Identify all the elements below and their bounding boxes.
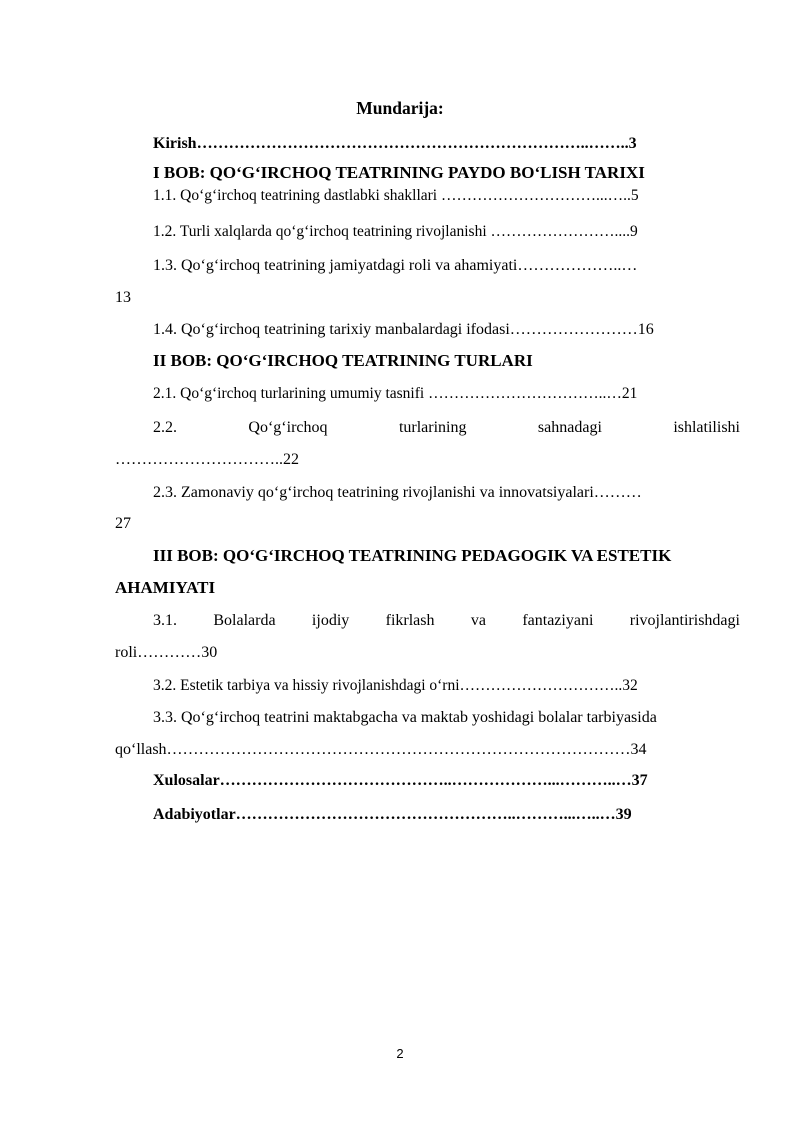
toc-word: 2.2. <box>153 419 177 436</box>
toc-word: Bolalarda <box>213 612 276 629</box>
toc-entry-2-2 <box>153 418 740 438</box>
toc-word: 3.1. <box>153 612 177 629</box>
toc-entry-adabiyotlar: Adabiyotlar……………………………………………..………...…..…39 <box>153 806 632 823</box>
toc-chapter-3-line2: AHAMIYATI <box>115 578 216 597</box>
toc-word: fantaziyani <box>522 612 594 629</box>
chapter-3-title: III BOB: QO‘G‘IRCHOQ TEATRINING PEDAGOGIK VA ESTETIK <box>153 546 672 565</box>
toc-entry-3-3: 3.3. Qo‘g‘irchoq teatrini maktabgacha va maktab yoshidagi bolalar tarbiyasida <box>153 709 657 726</box>
toc-entry-3-2: 3.2. Estetik tarbiya va hissiy rivojlanishdagi o‘rni…………………………..32 <box>153 677 638 694</box>
toc-word: fikrlash <box>385 612 435 629</box>
toc-entry-2-2-page: …………………………..22 <box>115 451 299 468</box>
toc-chapter-1: I BOB: QO‘G‘IRCHOQ TEATRINING PAYDO BO‘LISH TARIXI <box>153 163 645 182</box>
toc-entry-3-3-page: qo‘llash……………………………………………………………………………34 <box>115 741 647 758</box>
toc-word: turlarining <box>398 419 467 436</box>
toc-word: ijodiy <box>311 612 350 629</box>
toc-chapter-3-line1 <box>153 546 740 566</box>
toc-chapter-2: II BOB: QO‘G‘IRCHOQ TEATRINING TURLARI <box>153 351 533 370</box>
toc-word: sahnadagi <box>537 419 602 436</box>
toc-entry-2-3: 2.3. Zamonaviy qo‘g‘irchoq teatrining rivojlanishi va innovatsiyalari……… <box>153 484 642 501</box>
toc-entry-3-1-page: roli…………30 <box>115 644 218 661</box>
toc-word: rivojlantirishdagi <box>629 612 740 629</box>
toc-entry-1-3: 1.3. Qo‘g‘irchoq teatrining jamiyatdagi roli va ahamiyati………………..… <box>153 257 638 274</box>
page-number: 2 <box>396 1046 404 1061</box>
toc-entry-1-1: 1.1. Qo‘g‘irchoq teatrining dastlabki shakllari …………………………...…..5 <box>153 187 639 204</box>
toc-entry-1-2: 1.2. Turli xalqlarda qo‘g‘irchoq teatrining rivojlanishi ……………………....9 <box>153 223 638 240</box>
toc-word: Qo‘g‘irchoq <box>248 419 328 436</box>
toc-entry-1-3-page: 13 <box>115 289 131 306</box>
toc-entry-2-1: 2.1. Qo‘g‘irchoq turlarining umumiy tasnifi ……………………………..…21 <box>153 385 638 402</box>
page-title: Mundarija: <box>356 98 444 118</box>
toc-word: va <box>470 612 486 629</box>
toc-entry-1-4: 1.4. Qo‘g‘irchoq teatrining tarixiy manbalardagi ifodasi……………………16 <box>153 321 654 338</box>
toc-entry-kirish: Kirish………………………………………………………………..……..3 <box>153 135 637 152</box>
toc-entry-2-3-page: 27 <box>115 515 131 532</box>
toc-entry-xulosalar: Xulosalar……………………………………..………………...………..…37 <box>153 772 648 789</box>
toc-word: ishlatilishi <box>673 419 740 436</box>
toc-entry-3-1 <box>153 611 740 631</box>
